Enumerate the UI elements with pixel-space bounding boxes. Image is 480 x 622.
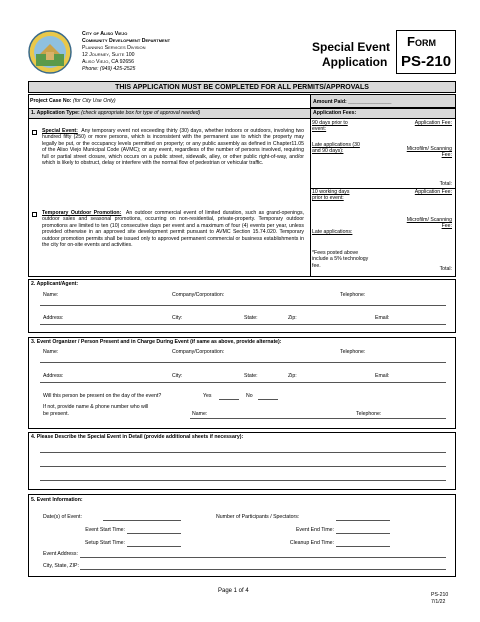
s2-address-label: Address: [43,315,64,321]
banner [28,81,456,93]
form-title-line1: Special Event [312,40,391,54]
header-address2: Aliso Viejo, CA 92656 [82,59,135,65]
project-case-label: Project Case No: (for City Use Only) [30,98,116,104]
s5-event-address-label: Event Address: [43,551,78,557]
temp-fee1: 10 working days prior to event: [312,189,350,202]
form-number: PS-210 [401,53,452,70]
s2-company-label: Company/Corporation: [172,292,225,298]
s4-line3[interactable] [40,480,446,481]
s2-email-label: Email: [375,315,390,321]
special-app-fee: Application Fee: [414,120,452,126]
form-number-box [396,30,456,74]
section-4-frame [28,432,456,490]
footer-date: 7/1/22 [431,599,446,605]
s5-participants-label: Number of Participants / Spectators: [216,514,300,520]
s5-cleanup-end-label: Cleanup End Time: [289,540,334,546]
temp-micro-fee: Microfilm/ Scanning Fee: [406,217,452,230]
s3-telephone2-label: Telephone: [356,411,382,417]
s3-telephone-label: Telephone: [340,349,366,355]
s3-line2[interactable] [40,382,446,383]
section-5-frame [28,494,456,577]
s5-setup-start-line[interactable] [127,546,181,547]
special-fee2: Late applications (30 and 90 days): [312,142,360,155]
special-micro-fee: Microfilm/ Scanning Fee: [406,146,452,159]
s2-title: 2. Applicant/Agent: [31,281,79,287]
s3-company-label: Company/Corporation: [172,349,225,355]
s3-city-label: City: [172,373,183,379]
s2-zip-label: Zip: [288,315,297,321]
city-seal-logo [28,30,72,74]
s5-title: 5. Event Information: [31,497,83,503]
temp-fee-note: *Fees posted above include a 5% technology fee. [312,250,369,269]
s3-state-label: State: [244,373,258,379]
temporary-promotion-checkbox[interactable] [32,212,37,217]
special-total: Total: [439,181,452,187]
fees-title: Application Fees: [313,110,357,116]
s3-yes-label: Yes [203,393,212,399]
s3-zip-label: Zip: [288,373,297,379]
header-dept: Community Development Department [82,38,171,44]
s3-yes-line[interactable] [219,399,239,400]
header-address1: 12 Journey, Suite 100 [82,52,135,58]
banner-text: THIS APPLICATION MUST BE COMPLETED FOR ALL PERMITS/APPROVALS [115,84,369,91]
s3-name-label: Name: [43,349,59,355]
s5-cleanup-end-line[interactable] [336,546,390,547]
s4-line2[interactable] [40,466,446,467]
s3-address-label: Address: [43,373,64,379]
s5-dates-line[interactable] [103,520,181,521]
s2-line1[interactable] [40,305,446,306]
s5-city-state-zip-line[interactable] [80,569,446,570]
form-label: Form [407,34,436,49]
section-1-frame [28,94,456,277]
temp-app-fee: Application Fee: [414,189,452,195]
s5-participants-line[interactable] [336,520,390,521]
s4-line1[interactable] [40,452,446,453]
s2-telephone-label: Telephone: [340,292,366,298]
s3-line1[interactable] [40,362,446,363]
special-event-desc: Special Event: Any temporary event not exceeding thirty (30) days, whether indoors or outdoors, involving two hundred fifty (250) or more persons, which is inconsistent with the permanent use to which the property may legally be put, or the occupancy levels permitted on property; or any public assembly as defined in Chapter11.05 of the Aliso Viejo Municipal Code (AVMC); or any event, regardless of the number of persons involved, requiring full or partial street closure, which occurs on a public street, sidewalk, alley, or other public right-of-way, and/or which is likely to obstruct, delay or interfere with the normal flow of pedestrian or vehicular traffic. [42,128,304,167]
s5-event-address-line[interactable] [80,557,446,558]
s3-ifnot-line2: be present. [43,411,69,417]
s3-line3[interactable] [190,418,446,419]
header-city: City of Aliso Viejo [82,31,128,37]
footer-form-number: PS-210 [431,592,449,598]
s5-event-end-line[interactable] [336,533,390,534]
header-phone: Phone: (949) 425-2525 [82,66,136,72]
header-division: Planning Services Division [82,45,146,51]
s5-event-start-line[interactable] [127,533,181,534]
s2-city-label: City: [172,315,183,321]
footer-page-number: Page 1 of 4 [218,588,249,594]
s3-name2-label: Name: [192,411,208,417]
s3-present-question: Will this person be present on the day of the event? [43,393,162,399]
s5-city-state-zip-label: City, State, ZIP: [43,563,79,569]
temp-total: Total: [439,266,452,272]
s3-title: 3. Event Organizer / Person Present and in Charge During Event (if same as above, provide alternate): [31,339,282,345]
s3-ifnot-line1: If not, provide name & phone number who will [43,404,149,410]
s3-email-label: Email: [375,373,390,379]
section-3-frame [28,337,456,429]
s3-no-label: No [246,393,253,399]
s5-event-end-label: Event End Time: [295,527,334,533]
s5-dates-label: Date(s) of Event: [43,514,82,520]
temporary-promotion-desc: Temporary Outdoor Promotion: An outdoor commercial event of limited duration, such as grand-openings, outdoor sales and seasonal promotions, occurring on non-residential, private-property. Temporary outdoor promotions are limited to ten (10) consecutive days per event and a maximum of four (4) events per year, unless provided otherwise in an approved site development permit pursuant to AVMC Section 15.74.020. Temporary outdoor promotion permits shall be issued only to approved permanent commercial or business establishments in the city for on-site events and activities. [42,210,304,249]
s1-title: 1. Application Type: (check appropriate box for type of approval needed) [31,110,201,116]
s4-title: 4. Please Describe the Special Event in Detail (provide additional sheets if necessary): [31,434,244,440]
amount-paid-label: Amount Paid: _______________ [313,99,392,105]
s3-no-line[interactable] [258,399,278,400]
temp-fee2: Late applications: [312,229,353,235]
s5-event-start-label: Event Start Time: [85,527,125,533]
s2-line2[interactable] [40,324,446,325]
s5-setup-start-label: Setup Start Time: [84,540,125,546]
s2-name-label: Name: [43,292,59,298]
special-fee1: 90 days prior to event: [312,120,348,133]
special-event-checkbox[interactable] [32,130,37,135]
form-title-line2: Application [322,55,388,69]
s2-state-label: State: [244,315,258,321]
